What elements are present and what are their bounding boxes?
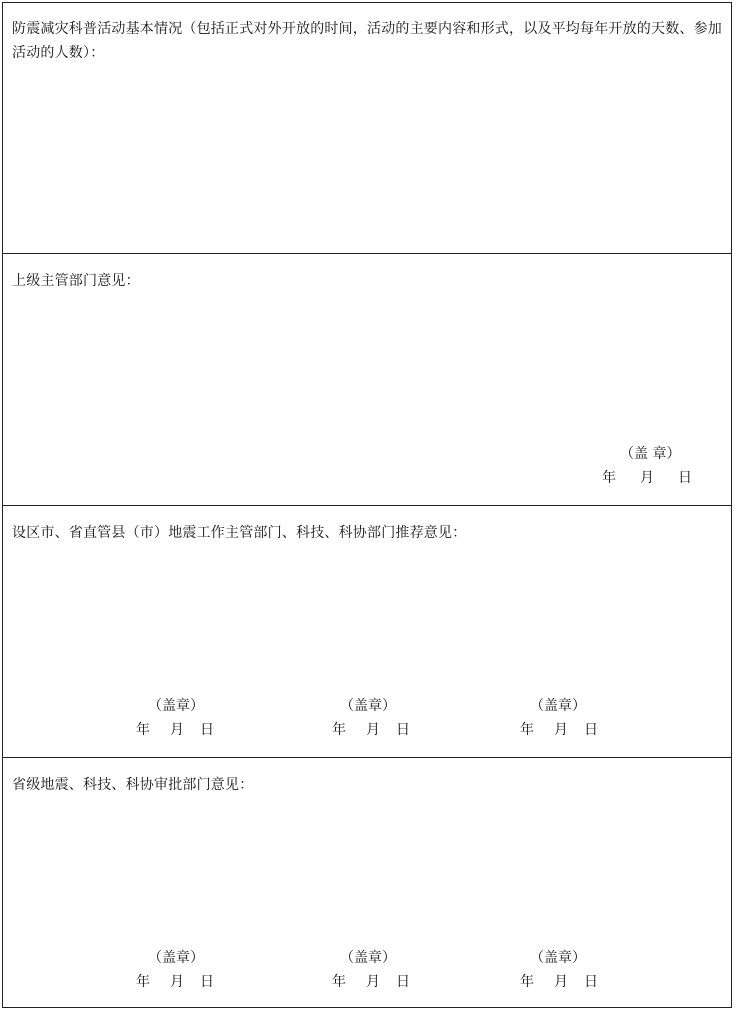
- month-label: 月: [170, 722, 184, 738]
- year-label: 年: [332, 722, 346, 738]
- stamp-label: （盖章）: [530, 950, 586, 966]
- stamp-label: （盖章）: [530, 698, 586, 714]
- supervisor-opinion-section: [2, 254, 732, 506]
- month-label: 月: [366, 722, 380, 738]
- month-label: 月: [640, 470, 654, 486]
- provincial-approval-section: [2, 758, 732, 1008]
- year-label: 年: [136, 722, 150, 738]
- stamp-label: （盖章）: [148, 698, 204, 714]
- supervisor-opinion-title: 上级主管部门意见：: [12, 273, 140, 289]
- year-label: 年: [520, 722, 534, 738]
- month-label: 月: [554, 722, 568, 738]
- recommendation-section: [2, 506, 732, 758]
- month-label: 月: [554, 974, 568, 990]
- year-label: 年: [136, 974, 150, 990]
- stamp-label: （盖 章）: [620, 446, 681, 462]
- day-label: 日: [584, 974, 598, 990]
- stamp-label: （盖章）: [340, 698, 396, 714]
- activity-basic-info-section: [2, 2, 732, 254]
- day-label: 日: [200, 722, 214, 738]
- day-label: 日: [200, 974, 214, 990]
- stamp-label: （盖章）: [148, 950, 204, 966]
- day-label: 日: [396, 974, 410, 990]
- recommendation-title: 设区市、省直管县（市）地震工作主管部门、科技、科协部门推荐意见：: [12, 525, 467, 541]
- day-label: 日: [678, 470, 692, 486]
- day-label: 日: [584, 722, 598, 738]
- year-label: 年: [332, 974, 346, 990]
- month-label: 月: [170, 974, 184, 990]
- stamp-label: （盖章）: [340, 950, 396, 966]
- provincial-approval-title: 省级地震、科技、科协审批部门意见：: [12, 777, 254, 793]
- month-label: 月: [366, 974, 380, 990]
- activity-basic-info-title: 防震减灾科普活动基本情况（包括正式对外开放的时间，活动的主要内容和形式，以及平均每年开放的天数、参加活动的人数）：: [12, 21, 722, 61]
- year-label: 年: [602, 470, 616, 486]
- day-label: 日: [396, 722, 410, 738]
- year-label: 年: [520, 974, 534, 990]
